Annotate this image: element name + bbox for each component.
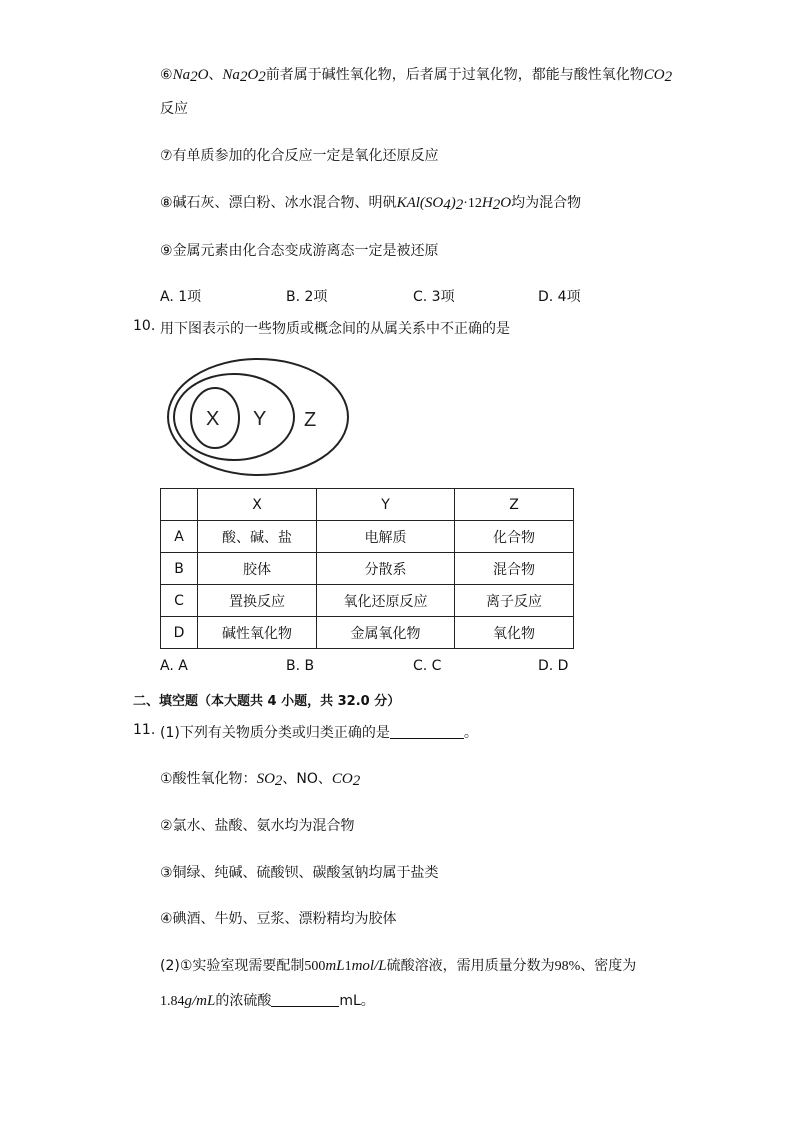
quantity: 1 [344, 959, 352, 974]
unit: mol/L [351, 958, 387, 974]
question-11-part-1 [160, 722, 478, 742]
nested-ellipse-diagram [160, 355, 360, 485]
question-11-number: 11. [133, 722, 156, 738]
answer-blank[interactable] [390, 724, 464, 739]
formula-sub: 2 [239, 69, 248, 85]
diagram-label-y: Y [253, 408, 267, 430]
table-row [161, 617, 574, 649]
formula-text: O [247, 67, 259, 83]
q11-item-4: ④碘酒、牛奶、豆浆、漂粉精均为胶体 [160, 911, 397, 927]
unit: g/mL [184, 993, 216, 1009]
formula-sub: 2 [455, 197, 464, 213]
q11-item-1 [160, 768, 360, 790]
formula-sub: 2 [352, 773, 361, 789]
table-cell: 化合物 [455, 521, 574, 553]
formula-text: Na [222, 67, 240, 83]
question-text: 的浓硫酸 [215, 993, 272, 1009]
item-text: 有单质参加的化合反应一定是氧化还原反应 [172, 148, 439, 164]
item-text: 均为混合物 [511, 195, 582, 211]
question-11-part-2-line-1 [160, 955, 636, 975]
table-row [161, 585, 574, 617]
item-marker: ⑦ [160, 148, 173, 164]
table-cell: 氧化物 [455, 617, 574, 649]
formula-sub: 2 [258, 69, 266, 85]
punctuation: 。 [463, 725, 478, 741]
formula-text: CO [643, 67, 665, 83]
formula-sub: 4 [443, 197, 451, 213]
table-cell: 分散系 [317, 553, 455, 585]
item-text: 金属元素由化合态变成游离态一定是被还原 [172, 243, 439, 259]
item-6-line-1 [160, 64, 672, 86]
table-cell: 金属氧化物 [317, 617, 455, 649]
section-heading: 二、填空题（本大题共 4 小题，共 32.0 分） [133, 694, 401, 709]
unit: mL [325, 958, 345, 974]
q11-item-3: ③铜绿、纯碱、硫酸钡、碳酸氢钠均属于盐类 [160, 865, 439, 881]
table-cell: 电解质 [317, 521, 455, 553]
table-header-row [161, 489, 574, 521]
formula-text: O [197, 67, 209, 83]
question-text: 硫酸溶液，需用质量分数为 [386, 958, 555, 974]
diagram-label-z: Z [304, 409, 317, 431]
quantity: 500 [304, 959, 326, 974]
formula-sub: 2 [492, 197, 501, 213]
quantity: 1.84 [160, 994, 185, 1009]
q11-item-2: ②氯水、盐酸、氨水均为混合物 [160, 818, 355, 834]
formula-sub: 2 [664, 69, 673, 85]
question-10-stem: 用下图表示的一些物质或概念间的从属关系中不正确的是 [160, 321, 510, 337]
q10-option-b: B. B [286, 658, 315, 674]
separator: 、 [208, 67, 223, 83]
question-10-number: 10. [133, 318, 156, 334]
formula-text: KAl(SO [396, 195, 444, 211]
formula-text: CO [331, 771, 353, 787]
formula-text: ) [450, 195, 456, 211]
item-text: 前者属于碱性氧化物，后者属于过氧化物，都能与酸性氧化物 [265, 67, 644, 83]
item-text: ①酸性氧化物： [160, 771, 257, 787]
table-cell: A [161, 521, 198, 553]
formula-sub: 2 [190, 69, 198, 85]
table-cell: 氧化还原反应 [317, 585, 455, 617]
q9-option-c: C. 3项 [413, 289, 455, 305]
formula-sub: 2 [274, 773, 283, 789]
question-text: 、密度为 [580, 958, 637, 974]
item-7 [160, 145, 439, 165]
q10-option-c: C. C [413, 658, 442, 674]
q10-option-a: A. A [160, 658, 188, 674]
item-marker: ⑥ [160, 67, 173, 83]
formula-text: H [481, 195, 493, 211]
diagram-label-x: X [206, 408, 220, 430]
table-header-cell: Z [455, 489, 574, 521]
table-cell: B [161, 553, 198, 585]
formula-text: SO [256, 771, 275, 787]
answer-blank[interactable] [271, 992, 339, 1007]
item-8 [160, 192, 581, 214]
table-cell: D [161, 617, 198, 649]
q9-option-b: B. 2项 [286, 289, 328, 305]
table-row [161, 521, 574, 553]
table-header-cell: Y [317, 489, 455, 521]
q10-option-d: D. D [538, 658, 569, 674]
formula-text: O [500, 195, 512, 211]
question-text: mL。 [339, 993, 375, 1009]
table-cell: 混合物 [455, 553, 574, 585]
formula-text: ·12 [463, 196, 482, 211]
formula-text: Na [172, 67, 191, 83]
classification-table [160, 488, 574, 649]
table-cell: 离子反应 [455, 585, 574, 617]
question-text: 实验室现需要配制 [192, 958, 305, 974]
table-header-cell [161, 489, 198, 521]
table-cell: 碱性氧化物 [198, 617, 317, 649]
table-row [161, 553, 574, 585]
item-text: 、NO、 [282, 771, 332, 787]
table-header-cell: X [198, 489, 317, 521]
part-number: (2) [160, 958, 180, 974]
question-11-part-2-line-2 [160, 990, 375, 1010]
table-cell: 酸、碱、盐 [198, 521, 317, 553]
item-text: 碱石灰、漂白粉、冰水混合物、明矾 [172, 195, 397, 211]
question-text: (1)下列有关物质分类或归类正确的是 [160, 725, 390, 741]
q9-option-d: D. 4项 [538, 289, 581, 305]
item-6-line-2: 反应 [160, 101, 188, 117]
item-marker: ① [179, 958, 193, 974]
table-cell: 置换反应 [198, 585, 317, 617]
table-cell: C [161, 585, 198, 617]
q9-option-a: A. 1项 [160, 289, 202, 305]
item-9 [160, 240, 439, 260]
table-cell: 胶体 [198, 553, 317, 585]
quantity: 98% [554, 959, 581, 974]
item-marker: ⑧ [160, 195, 173, 211]
item-marker: ⑨ [160, 243, 173, 259]
